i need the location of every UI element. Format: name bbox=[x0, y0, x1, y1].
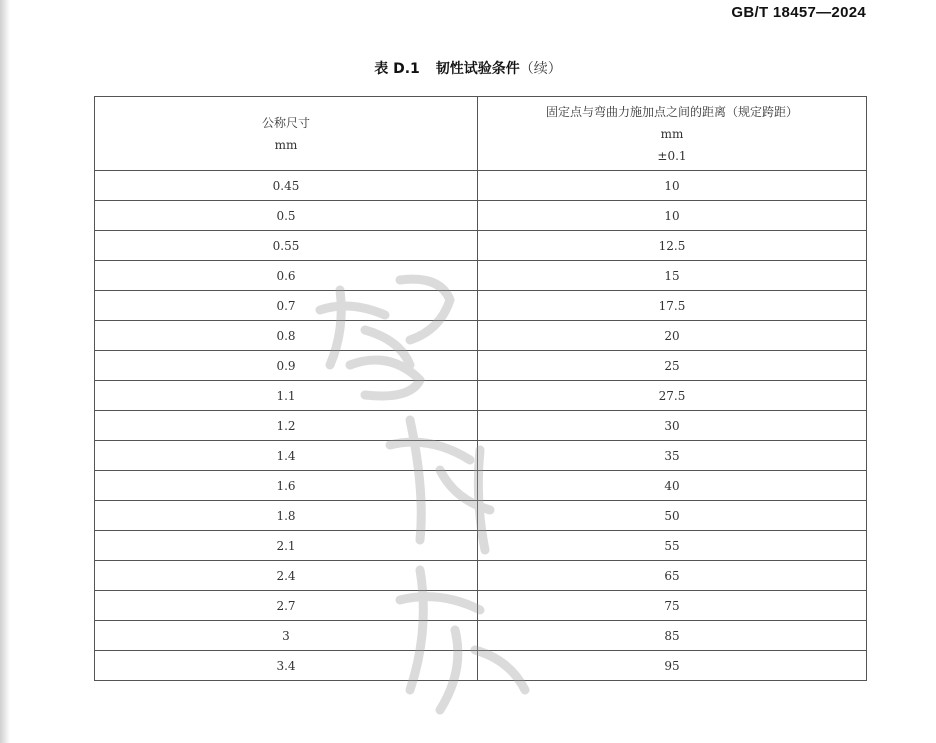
table-row bbox=[95, 201, 867, 231]
span-distance-cell: 75 bbox=[478, 591, 867, 621]
nominal-size-cell: 0.45 bbox=[95, 171, 478, 201]
header-span-distance-unit: mm bbox=[660, 126, 684, 141]
nominal-size-cell: 2.7 bbox=[95, 591, 478, 621]
table-row bbox=[95, 591, 867, 621]
header-span-distance bbox=[478, 97, 867, 171]
table-row bbox=[95, 351, 867, 381]
page-edge-shadow bbox=[0, 0, 10, 743]
table-row bbox=[95, 291, 867, 321]
span-distance-cell: 40 bbox=[478, 471, 867, 501]
nominal-size-cell: 3 bbox=[95, 621, 478, 651]
nominal-size-cell: 0.6 bbox=[95, 261, 478, 291]
header-span-distance-tolerance: ±0.1 bbox=[657, 148, 687, 163]
span-distance-cell: 15 bbox=[478, 261, 867, 291]
table-row bbox=[95, 471, 867, 501]
span-distance-cell: 20 bbox=[478, 321, 867, 351]
span-distance-cell: 12.5 bbox=[478, 231, 867, 261]
nominal-size-cell: 2.4 bbox=[95, 561, 478, 591]
span-distance-cell: 35 bbox=[478, 441, 867, 471]
table-row bbox=[95, 531, 867, 561]
nominal-size-cell: 0.5 bbox=[95, 201, 478, 231]
table-row bbox=[95, 561, 867, 591]
table-title-name: 韧性试验条件 bbox=[435, 61, 520, 77]
nominal-size-cell: 0.9 bbox=[95, 351, 478, 381]
table-row bbox=[95, 441, 867, 471]
header-nominal-size bbox=[95, 97, 478, 171]
span-distance-cell: 17.5 bbox=[478, 291, 867, 321]
nominal-size-cell: 0.55 bbox=[95, 231, 478, 261]
nominal-size-cell: 1.1 bbox=[95, 381, 478, 411]
nominal-size-cell: 1.8 bbox=[95, 501, 478, 531]
nominal-size-cell: 1.4 bbox=[95, 441, 478, 471]
table-title-label: 表 D.1 bbox=[374, 61, 420, 77]
nominal-size-cell: 0.8 bbox=[95, 321, 478, 351]
span-distance-cell: 50 bbox=[478, 501, 867, 531]
header-nominal-size-label: 公称尺寸 bbox=[261, 115, 310, 130]
span-distance-cell: 65 bbox=[478, 561, 867, 591]
nominal-size-cell: 3.4 bbox=[95, 651, 478, 681]
table-title bbox=[0, 58, 936, 78]
nominal-size-cell: 0.7 bbox=[95, 291, 478, 321]
table-row bbox=[95, 381, 867, 411]
table-row bbox=[95, 171, 867, 201]
span-distance-cell: 27.5 bbox=[478, 381, 867, 411]
table-row bbox=[95, 621, 867, 651]
nominal-size-cell: 1.2 bbox=[95, 411, 478, 441]
table-row bbox=[95, 651, 867, 681]
table-header-row bbox=[95, 97, 867, 171]
span-distance-cell: 85 bbox=[478, 621, 867, 651]
table-row bbox=[95, 411, 867, 441]
span-distance-cell: 25 bbox=[478, 351, 867, 381]
table-row bbox=[95, 501, 867, 531]
toughness-test-table bbox=[94, 96, 867, 681]
table-row bbox=[95, 261, 867, 291]
span-distance-cell: 10 bbox=[478, 201, 867, 231]
table-row bbox=[95, 321, 867, 351]
header-span-distance-label: 固定点与弯曲力施加点之间的距离（规定跨距） bbox=[545, 104, 798, 119]
nominal-size-cell: 1.6 bbox=[95, 471, 478, 501]
span-distance-cell: 55 bbox=[478, 531, 867, 561]
table-title-suffix: （续） bbox=[519, 61, 562, 77]
span-distance-cell: 95 bbox=[478, 651, 867, 681]
span-distance-cell: 30 bbox=[478, 411, 867, 441]
nominal-size-cell: 2.1 bbox=[95, 531, 478, 561]
span-distance-cell: 10 bbox=[478, 171, 867, 201]
table-row bbox=[95, 231, 867, 261]
standard-number: GB/T 18457—2024 bbox=[731, 4, 866, 21]
header-nominal-size-unit: mm bbox=[274, 137, 298, 152]
table-body bbox=[95, 171, 867, 681]
